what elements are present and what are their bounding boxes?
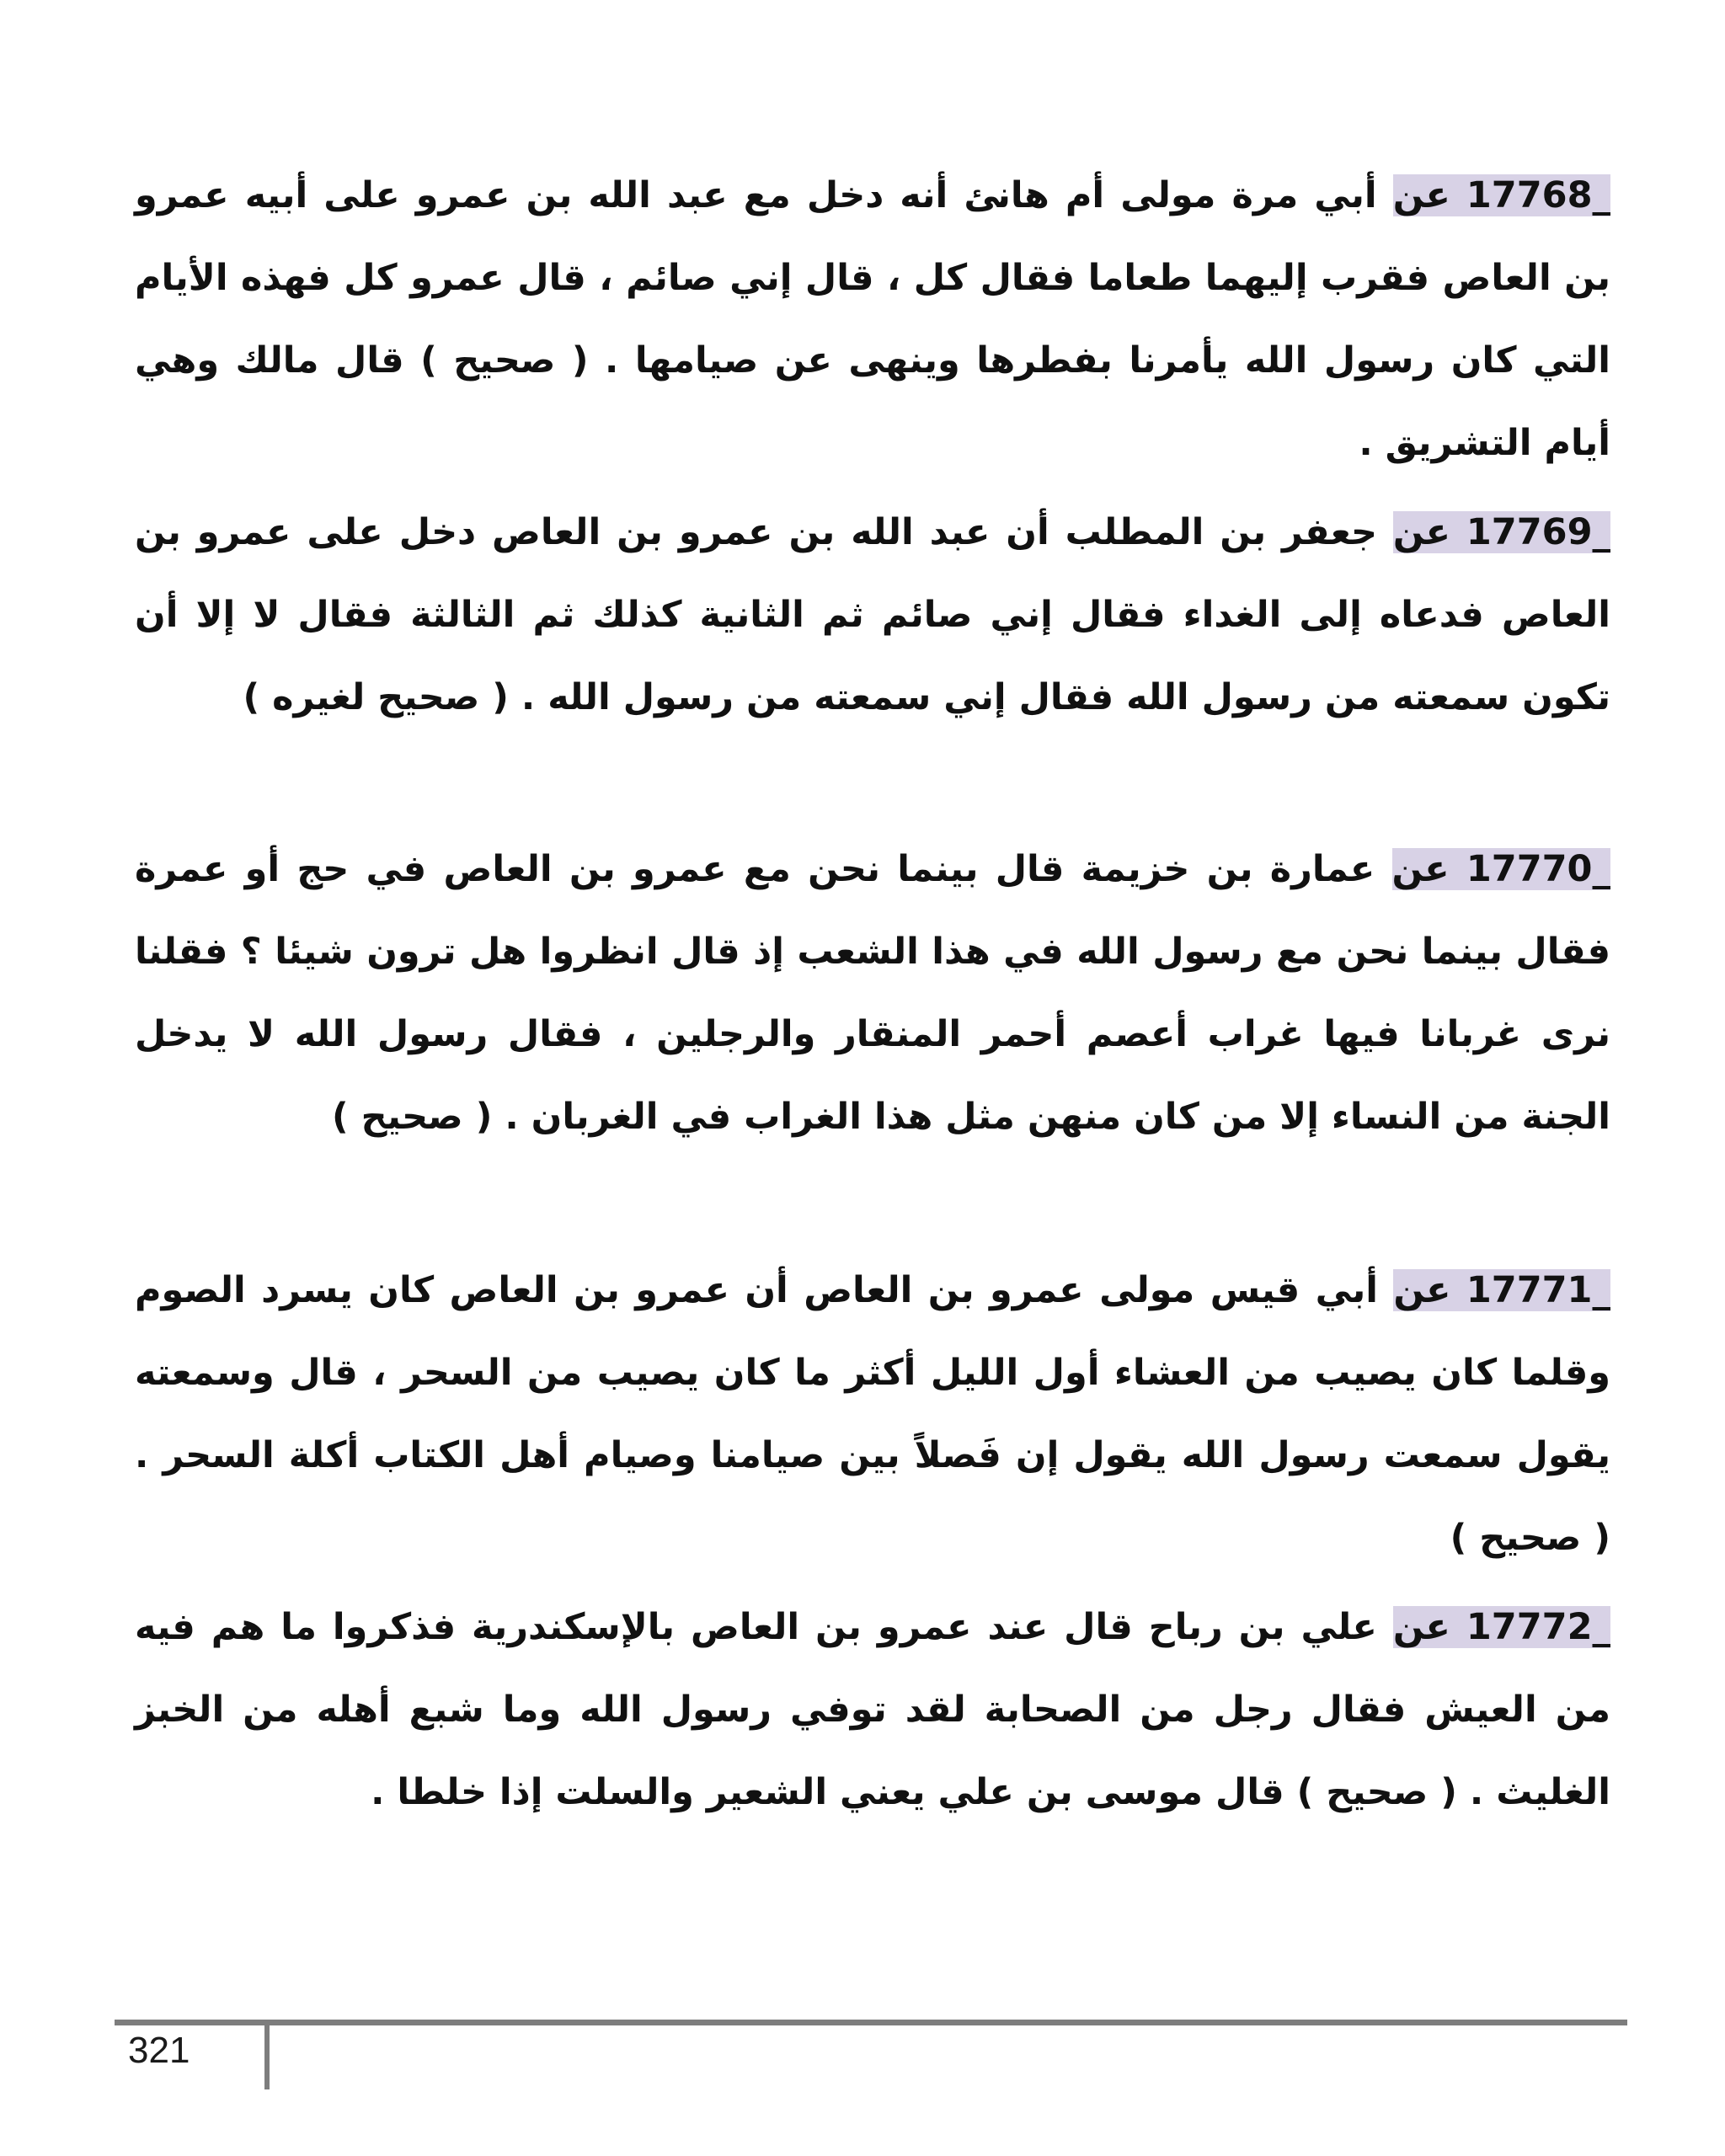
- hadith-number: [1466, 1269, 1610, 1311]
- hadith-number-separator: _: [1592, 848, 1610, 890]
- hadith-number-separator: _: [1592, 174, 1610, 216]
- hadith-number: [1466, 174, 1610, 216]
- hadith-text: عمارة بن خزيمة قال بينما نحن مع عمرو بن العاص في حج أو عمرة فقال بينما نحن مع رسول الله في هذا الشعب إذ قال انظروا هل ترون شيئا ؟ فقلنا نرى غربانا فيها غراب أعصم أحمر المنقار والرجلين ، فقال رسول الله لا يدخل الجنة من النساء إلا من كان منهن مثل هذا الغراب في الغربان . ( صحيح ): [135, 848, 1610, 1138]
- hadith-text: جعفر بن المطلب أن عبد الله بن عمرو بن العاص دخل على عمرو بن العاص فدعاه إلى الغداء فقال إني صائم ثم الثانية كذلك ثم الثالثة فقال لا إلا أن تكون سمعته من رسول الله فقال إني سمعته من رسول الله . ( صحيح لغيره ): [135, 511, 1610, 718]
- footer-divider-tick: [264, 2025, 270, 2089]
- hadith-marker: [1393, 1606, 1610, 1648]
- hadith-number-value: 17768: [1466, 174, 1593, 216]
- hadith-number-separator: _: [1592, 1269, 1610, 1311]
- hadith-lead-word: عن: [1393, 1269, 1451, 1311]
- hadith-text: أبي مرة مولى أم هانئ أنه دخل مع عبد الله بن عمرو على أبيه عمرو بن العاص فقرب إليهما طعاما فقال كل ، قال إني صائم ، قال عمرو كل فهذه الأيام التي كان رسول الله يأمرنا بفطرها وينهى عن صيامها . ( صحيح ) قال مالك وهي أيام التشريق .: [135, 174, 1610, 464]
- hadith-entry: [135, 154, 1610, 484]
- hadith-lead-word: عن: [1392, 511, 1450, 553]
- hadith-number-separator: _: [1592, 1606, 1610, 1648]
- hadith-number-value: 17770: [1466, 848, 1593, 890]
- hadith-entry: [135, 828, 1610, 1158]
- hadith-number-value: 17769: [1466, 511, 1593, 553]
- hadith-marker: [1392, 848, 1610, 890]
- hadith-lead-word: عن: [1392, 1606, 1450, 1648]
- hadith-number-separator: _: [1592, 511, 1610, 553]
- hadith-text: أبي قيس مولى عمرو بن العاص أن عمرو بن العاص كان يسرد الصوم وقلما كان يصيب من العشاء أول الليل أكثر ما كان يصيب من السحر ، قال وسمعته يقول سمعت رسول الله يقول إن فَصلاً بين صيامنا وصيام أهل الكتاب أكلة السحر . ( صحيح ): [135, 1269, 1610, 1559]
- hadith-number: [1466, 511, 1610, 553]
- hadith-lead-word: عن: [1392, 174, 1450, 216]
- page-number: 321: [128, 2030, 190, 2071]
- hadith-marker: [1393, 174, 1610, 216]
- hadith-entry: [135, 1249, 1610, 1579]
- hadith-number: [1466, 848, 1610, 890]
- hadith-number-value: 17771: [1466, 1269, 1593, 1311]
- footer-rule: [115, 2020, 1627, 2025]
- hadith-marker: [1393, 511, 1610, 553]
- hadith-text: علي بن رباح قال عند عمرو بن العاص بالإسكندرية فذكروا ما هم فيه من العيش فقال رجل من الصحابة لقد توفي رسول الله وما شبع أهله من الخبز الغليث . ( صحيح ) قال موسى بن علي يعني الشعير والسلت إذا خلطا .: [135, 1606, 1610, 1813]
- hadith-number-value: 17772: [1466, 1606, 1593, 1648]
- hadith-marker: [1393, 1269, 1610, 1311]
- hadith-entry: [135, 491, 1610, 739]
- hadith-lead-word: عن: [1391, 848, 1450, 890]
- hadith-number: [1466, 1606, 1610, 1648]
- hadith-entry: [135, 1586, 1610, 1833]
